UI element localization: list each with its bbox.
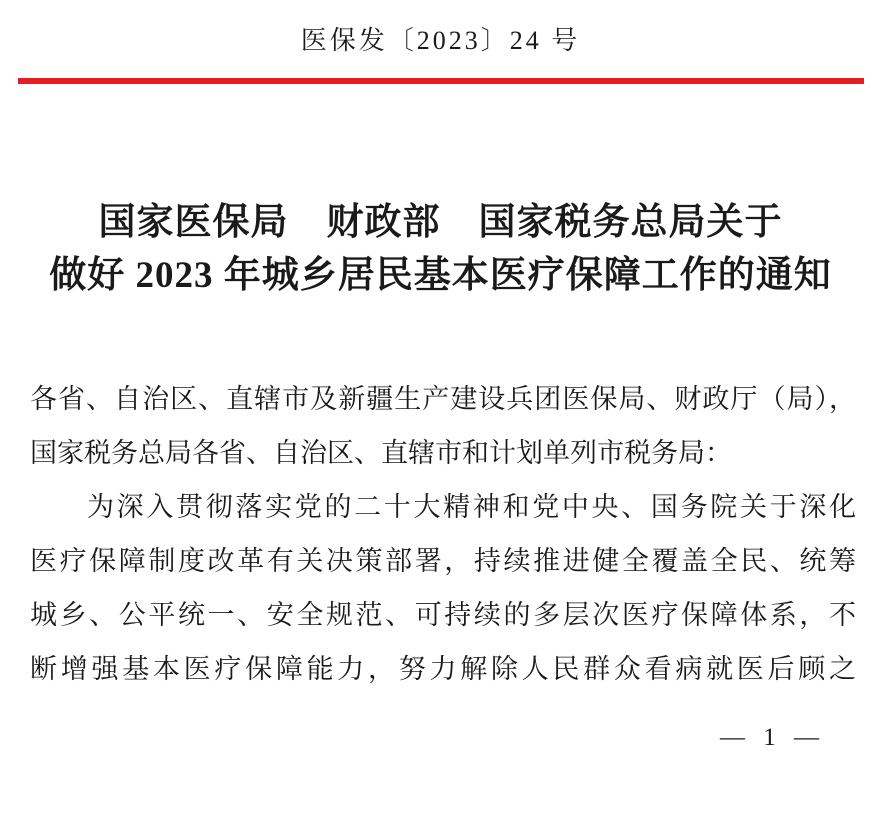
document-body <box>30 372 856 696</box>
page-number: — 1 — <box>720 724 819 751</box>
document-title <box>0 196 881 302</box>
paragraph-line-1: 为深入贯彻落实党的二十大精神和党中央、国务院关于深化 <box>87 492 856 522</box>
title-line-2: 做好 2023 年城乡居民基本医疗保障工作的通知 <box>49 255 832 296</box>
paragraph-line-3: 城乡、公平统一、安全规范、可持续的多层次医疗保障体系，不 <box>30 600 856 630</box>
paragraph-line-2: 医疗保障制度改革有关决策部署，持续推进健全覆盖全民、统筹 <box>30 546 856 576</box>
title-line-1: 国家医保局 财政部 国家税务总局关于 <box>98 202 783 243</box>
red-divider-line <box>18 78 864 84</box>
salutation-line-1: 各省、自治区、直辖市及新疆生产建设兵团医保局、财政厅（局）， <box>30 384 856 414</box>
salutation-line-2: 国家税务总局各省、自治区、直辖市和计划单列市税务局： <box>30 438 732 468</box>
paragraph-line-4: 断增强基本医疗保障能力，努力解除人民群众看病就医后顾之 <box>30 654 856 684</box>
document-number: 医保发〔2023〕24 号 <box>300 26 581 55</box>
